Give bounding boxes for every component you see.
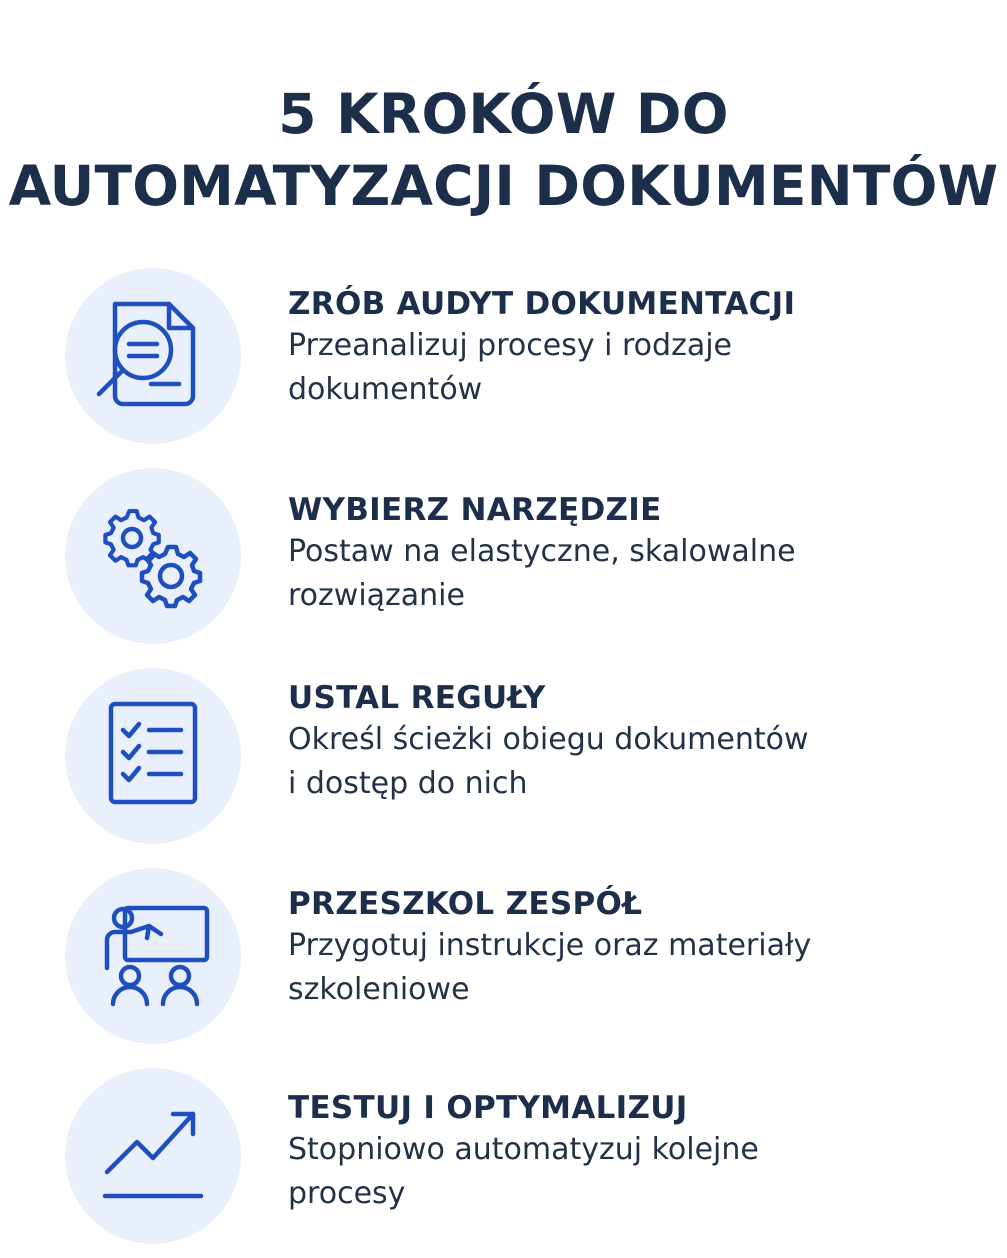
step-4 [0,868,1007,1048]
step-3-desc-line-2: i dostęp do nich [288,766,528,801]
step-2-icon-circle [65,468,241,644]
step-1-icon-circle [65,268,241,444]
step-5-desc-line-2: procesy [288,1176,406,1211]
step-1-desc-line-1: Przeanalizuj procesy i rodzaje [288,328,732,363]
step-3-desc-line-1: Określ ścieżki obiegu dokumentów [288,722,809,757]
step-1-desc-line-2: dokumentów [288,372,483,407]
step-3-text [288,678,988,806]
step-4-icon-circle [65,868,241,1044]
step-3-icon-circle [65,668,241,844]
step-4-text [288,884,988,1012]
step-5-text [288,1088,988,1216]
step-5-desc-line-1: Stopniowo automatyzuj kolejne [288,1132,759,1167]
trend-up-icon [65,1068,241,1244]
step-2 [0,468,1007,648]
checklist-icon [65,668,241,844]
step-4-heading: PRZESZKOL ZESPÓŁ [288,886,643,922]
step-4-desc-line-2: szkoleniowe [288,972,470,1007]
step-5-heading: TESTUJ I OPTYMALIZUJ [288,1090,688,1126]
gears-icon [65,468,241,644]
step-5-icon-circle [65,1068,241,1244]
step-2-desc-line-2: rozwiązanie [288,578,465,613]
training-presentation-icon [65,868,241,1044]
step-1-heading: ZRÓB AUDYT DOKUMENTACJI [288,286,796,322]
step-2-desc-line-1: Postaw na elastyczne, skalowalne [288,534,796,569]
step-3-heading: USTAL REGUŁY [288,680,546,716]
title-line-1: 5 KROKÓW DO [278,82,729,146]
step-4-desc-line-1: Przygotuj instrukcje oraz materiały [288,928,812,963]
page-title [0,78,1007,222]
document-search-icon [65,268,241,444]
step-5 [0,1068,1007,1248]
step-3 [0,668,1007,848]
title-line-2: AUTOMATYZACJI DOKUMENTÓW [8,154,999,218]
step-1 [0,268,1007,448]
step-2-heading: WYBIERZ NARZĘDZIE [288,492,662,528]
step-2-text [288,490,988,618]
step-1-text [288,284,988,412]
